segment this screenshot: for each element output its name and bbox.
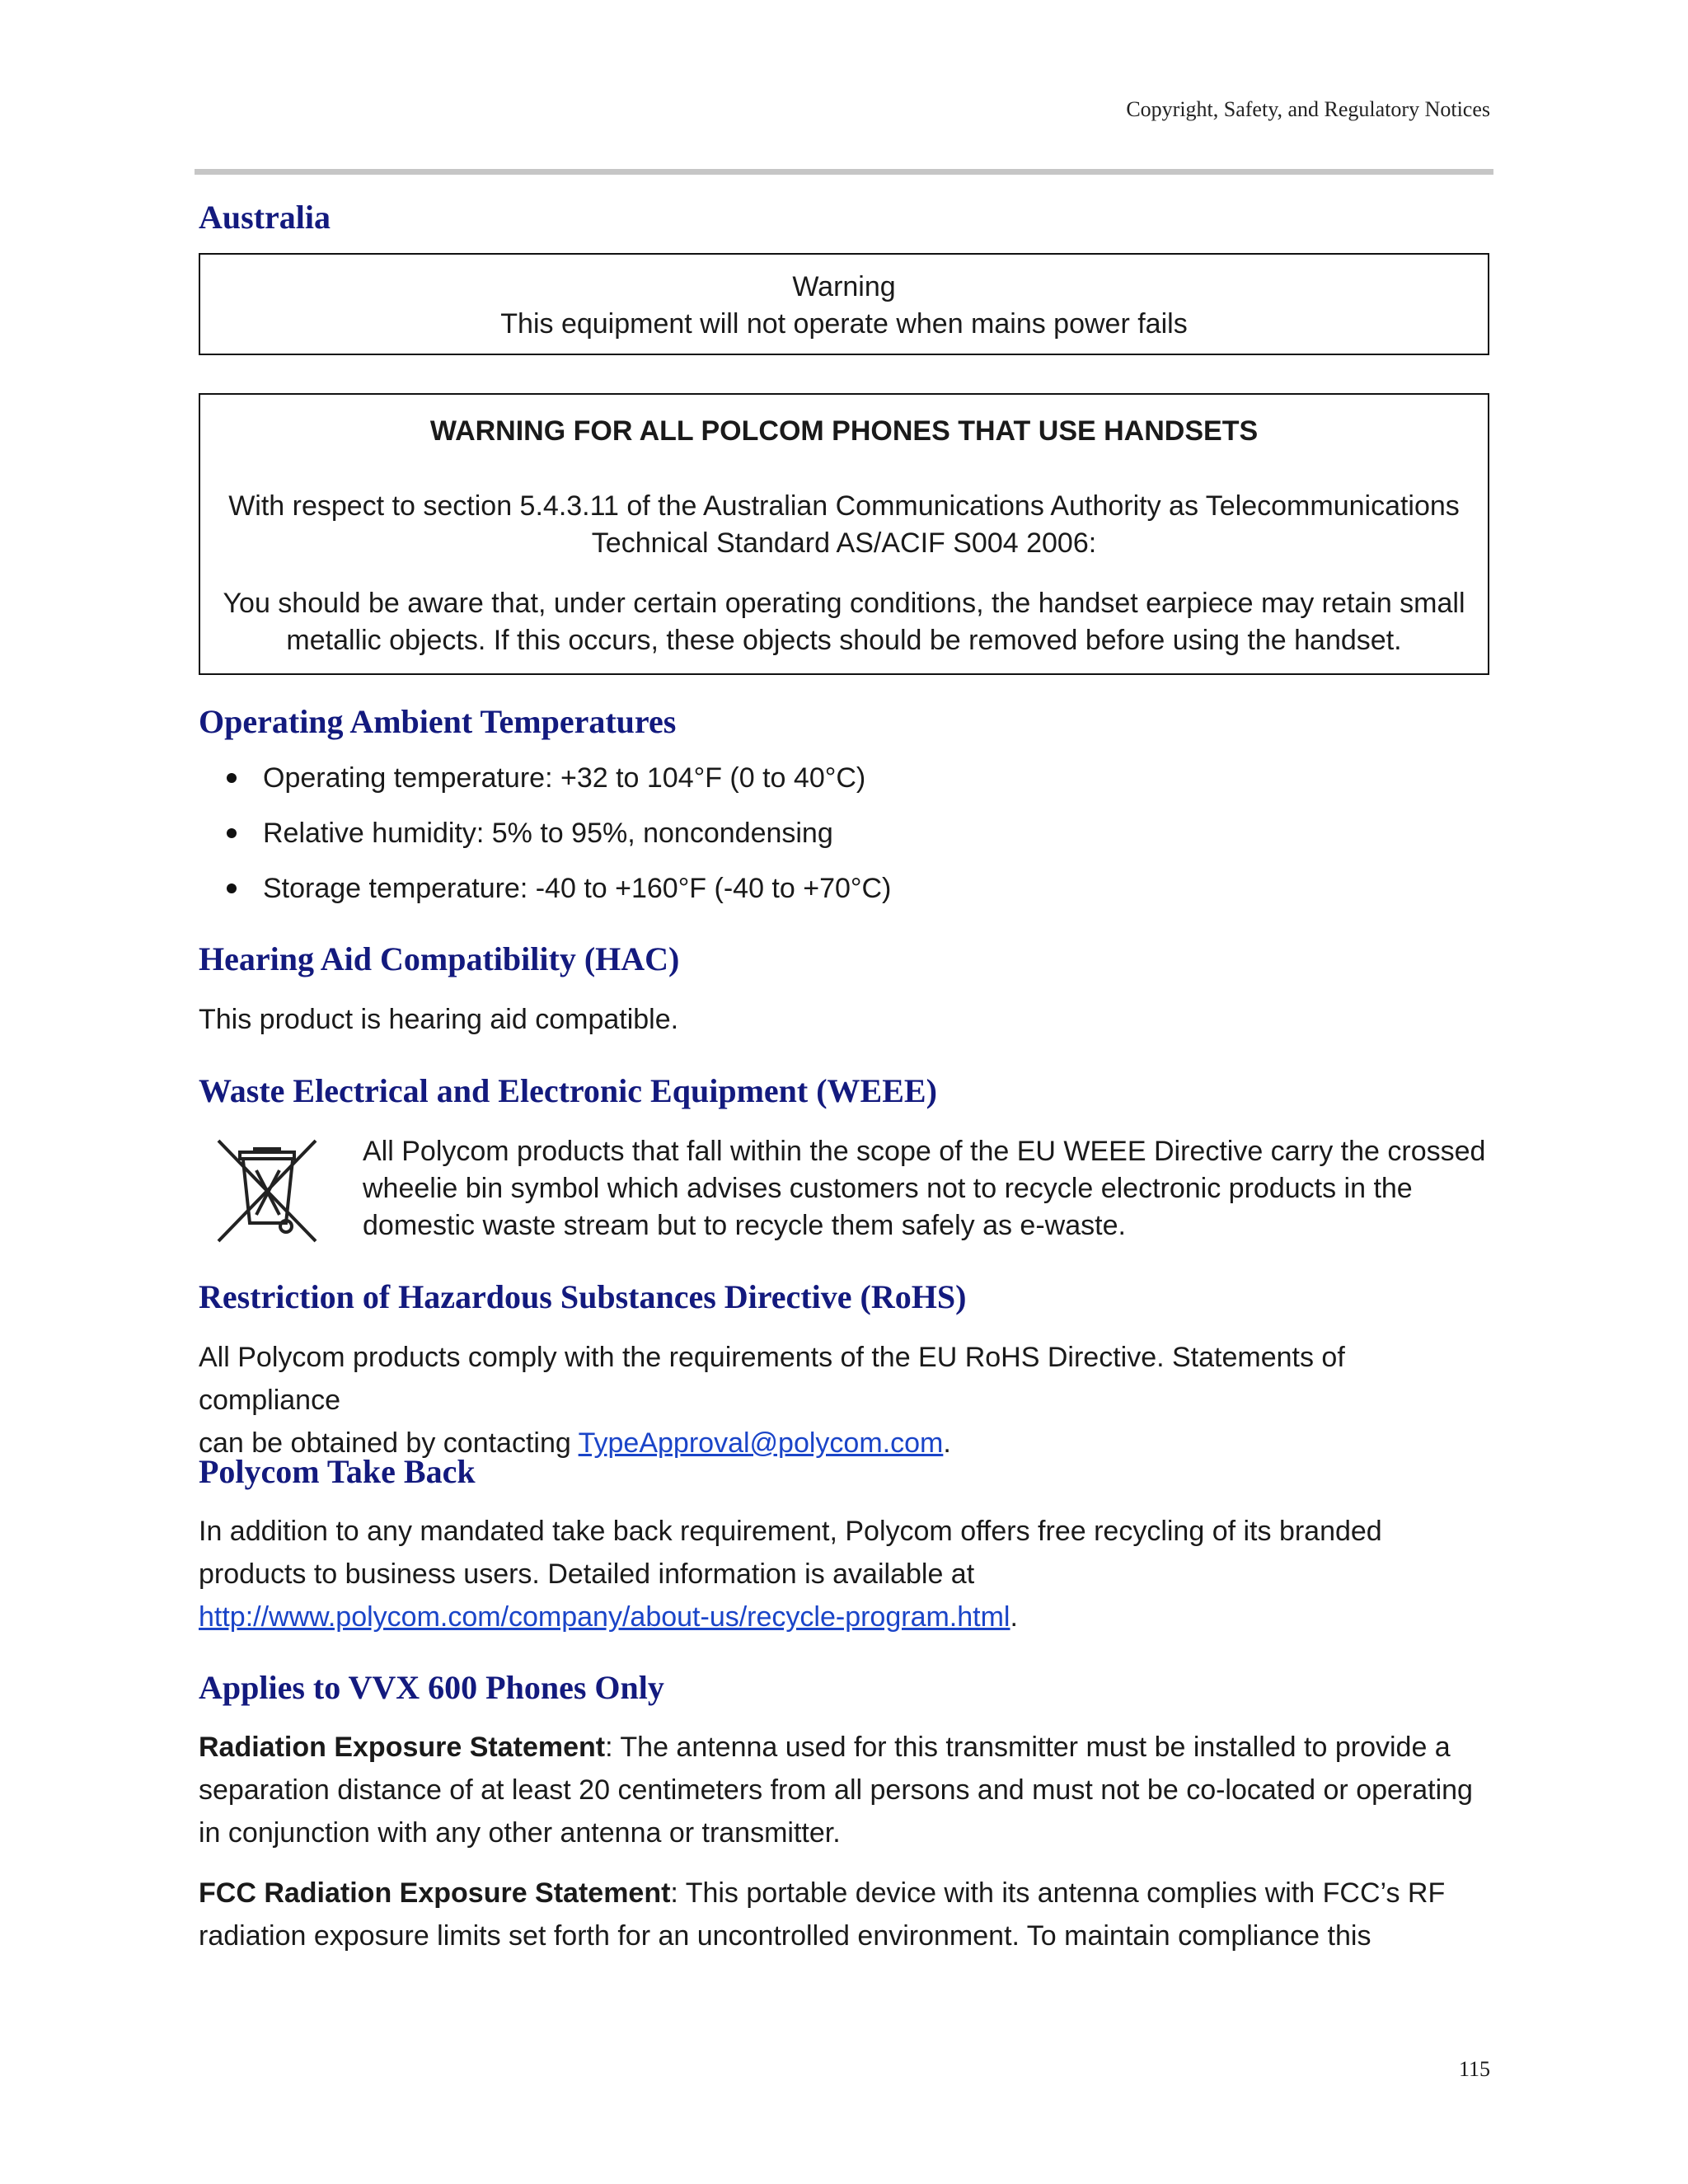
fcc-radiation-label: FCC Radiation Exposure Statement [199,1877,671,1909]
heading-rohs: Restriction of Hazardous Substances Directive (RoHS) [199,1278,967,1315]
recycle-program-link[interactable]: http://www.polycom.com/company/about-us/recycle-program.html [199,1601,1010,1633]
bullet-icon [227,828,237,838]
heading-hac: Hearing Aid Compatibility (HAC) [199,940,680,977]
page-number: 115 [1458,2057,1490,2081]
heading-vvx600: Applies to VVX 600 Phones Only [199,1669,664,1706]
list-item: Operating temperature: +32 to 104°F (0 to 40°C) [199,757,891,812]
heading-take-back: Polycom Take Back [199,1453,476,1490]
bullet-icon [227,773,237,783]
bullet-icon [227,883,237,893]
temperature-list [199,757,891,922]
handset-warning-para2-line2: metallic objects. If this occurs, these objects should be removed before using the handset. [286,625,1402,656]
weee-text: All Polycom products that fall within the scope of the EU WEEE Directive carry the crossed wheelie bin symbol which advises customers not to recycle electronic products in the domestic waste stream but to recycle them safely as e-waste. [363,1136,1486,1241]
fcc-radiation-statement: FCC Radiation Exposure Statement: This portable device with its antenna complies with FCC’s RF radiation exposure limits set forth for an uncontrolled environment. To maintain compliance this [199,1877,1446,1952]
handset-warning-box [199,393,1489,675]
radiation-label: Radiation Exposure Statement [199,1732,606,1763]
mains-warning-box [199,253,1489,355]
handset-warning-para1-line1: With respect to section 5.4.3.11 of the Australian Communications Authority as Telecommunications [228,490,1460,522]
running-header: Copyright, Safety, and Regulatory Notices [1126,97,1490,121]
handset-warning-title: WARNING FOR ALL POLCOM PHONES THAT USE HANDSETS [429,415,1259,447]
header-rule [195,169,1493,175]
radiation-statement: Radiation Exposure Statement: The antenna used for this transmitter must be installed to provide a separation distance of at least 20 centimeters from all persons and must not be co-located or operating in conjunction with any other antenna or transmitter. [199,1732,1473,1849]
list-item: Storage temperature: -40 to +160°F (-40 to +70°C) [199,867,891,922]
heading-australia: Australia [199,199,331,236]
mains-warning-title: Warning [792,271,896,302]
mains-warning-text: This equipment will not operate when mains power fails [500,308,1188,340]
heading-weee: Waste Electrical and Electronic Equipment (WEEE) [199,1072,937,1109]
crossed-wheelie-bin-icon [215,1137,319,1244]
handset-warning-para1-line2: Technical Standard AS/ACIF S004 2006: [591,527,1097,559]
heading-operating-temperatures: Operating Ambient Temperatures [199,703,677,740]
rohs-text: All Polycom products comply with the requirements of the EU RoHS Directive. Statements of compliance can be obtained by contacting TypeApproval@polycom.com. [199,1342,1345,1459]
handset-warning-para2-line1: You should be aware that, under certain operating conditions, the handset earpiece may retain small [223,588,1465,619]
take-back-text: In addition to any mandated take back requirement, Polycom offers free recycling of its branded products to business users. Detailed information is available at http://www.polycom.com/company/about-us/recycle-program.html. [199,1516,1382,1633]
hac-text: This product is hearing aid compatible. [199,1004,679,1035]
list-item: Relative humidity: 5% to 95%, noncondensing [199,812,891,867]
email-link[interactable]: TypeApproval@polycom.com [578,1427,944,1459]
